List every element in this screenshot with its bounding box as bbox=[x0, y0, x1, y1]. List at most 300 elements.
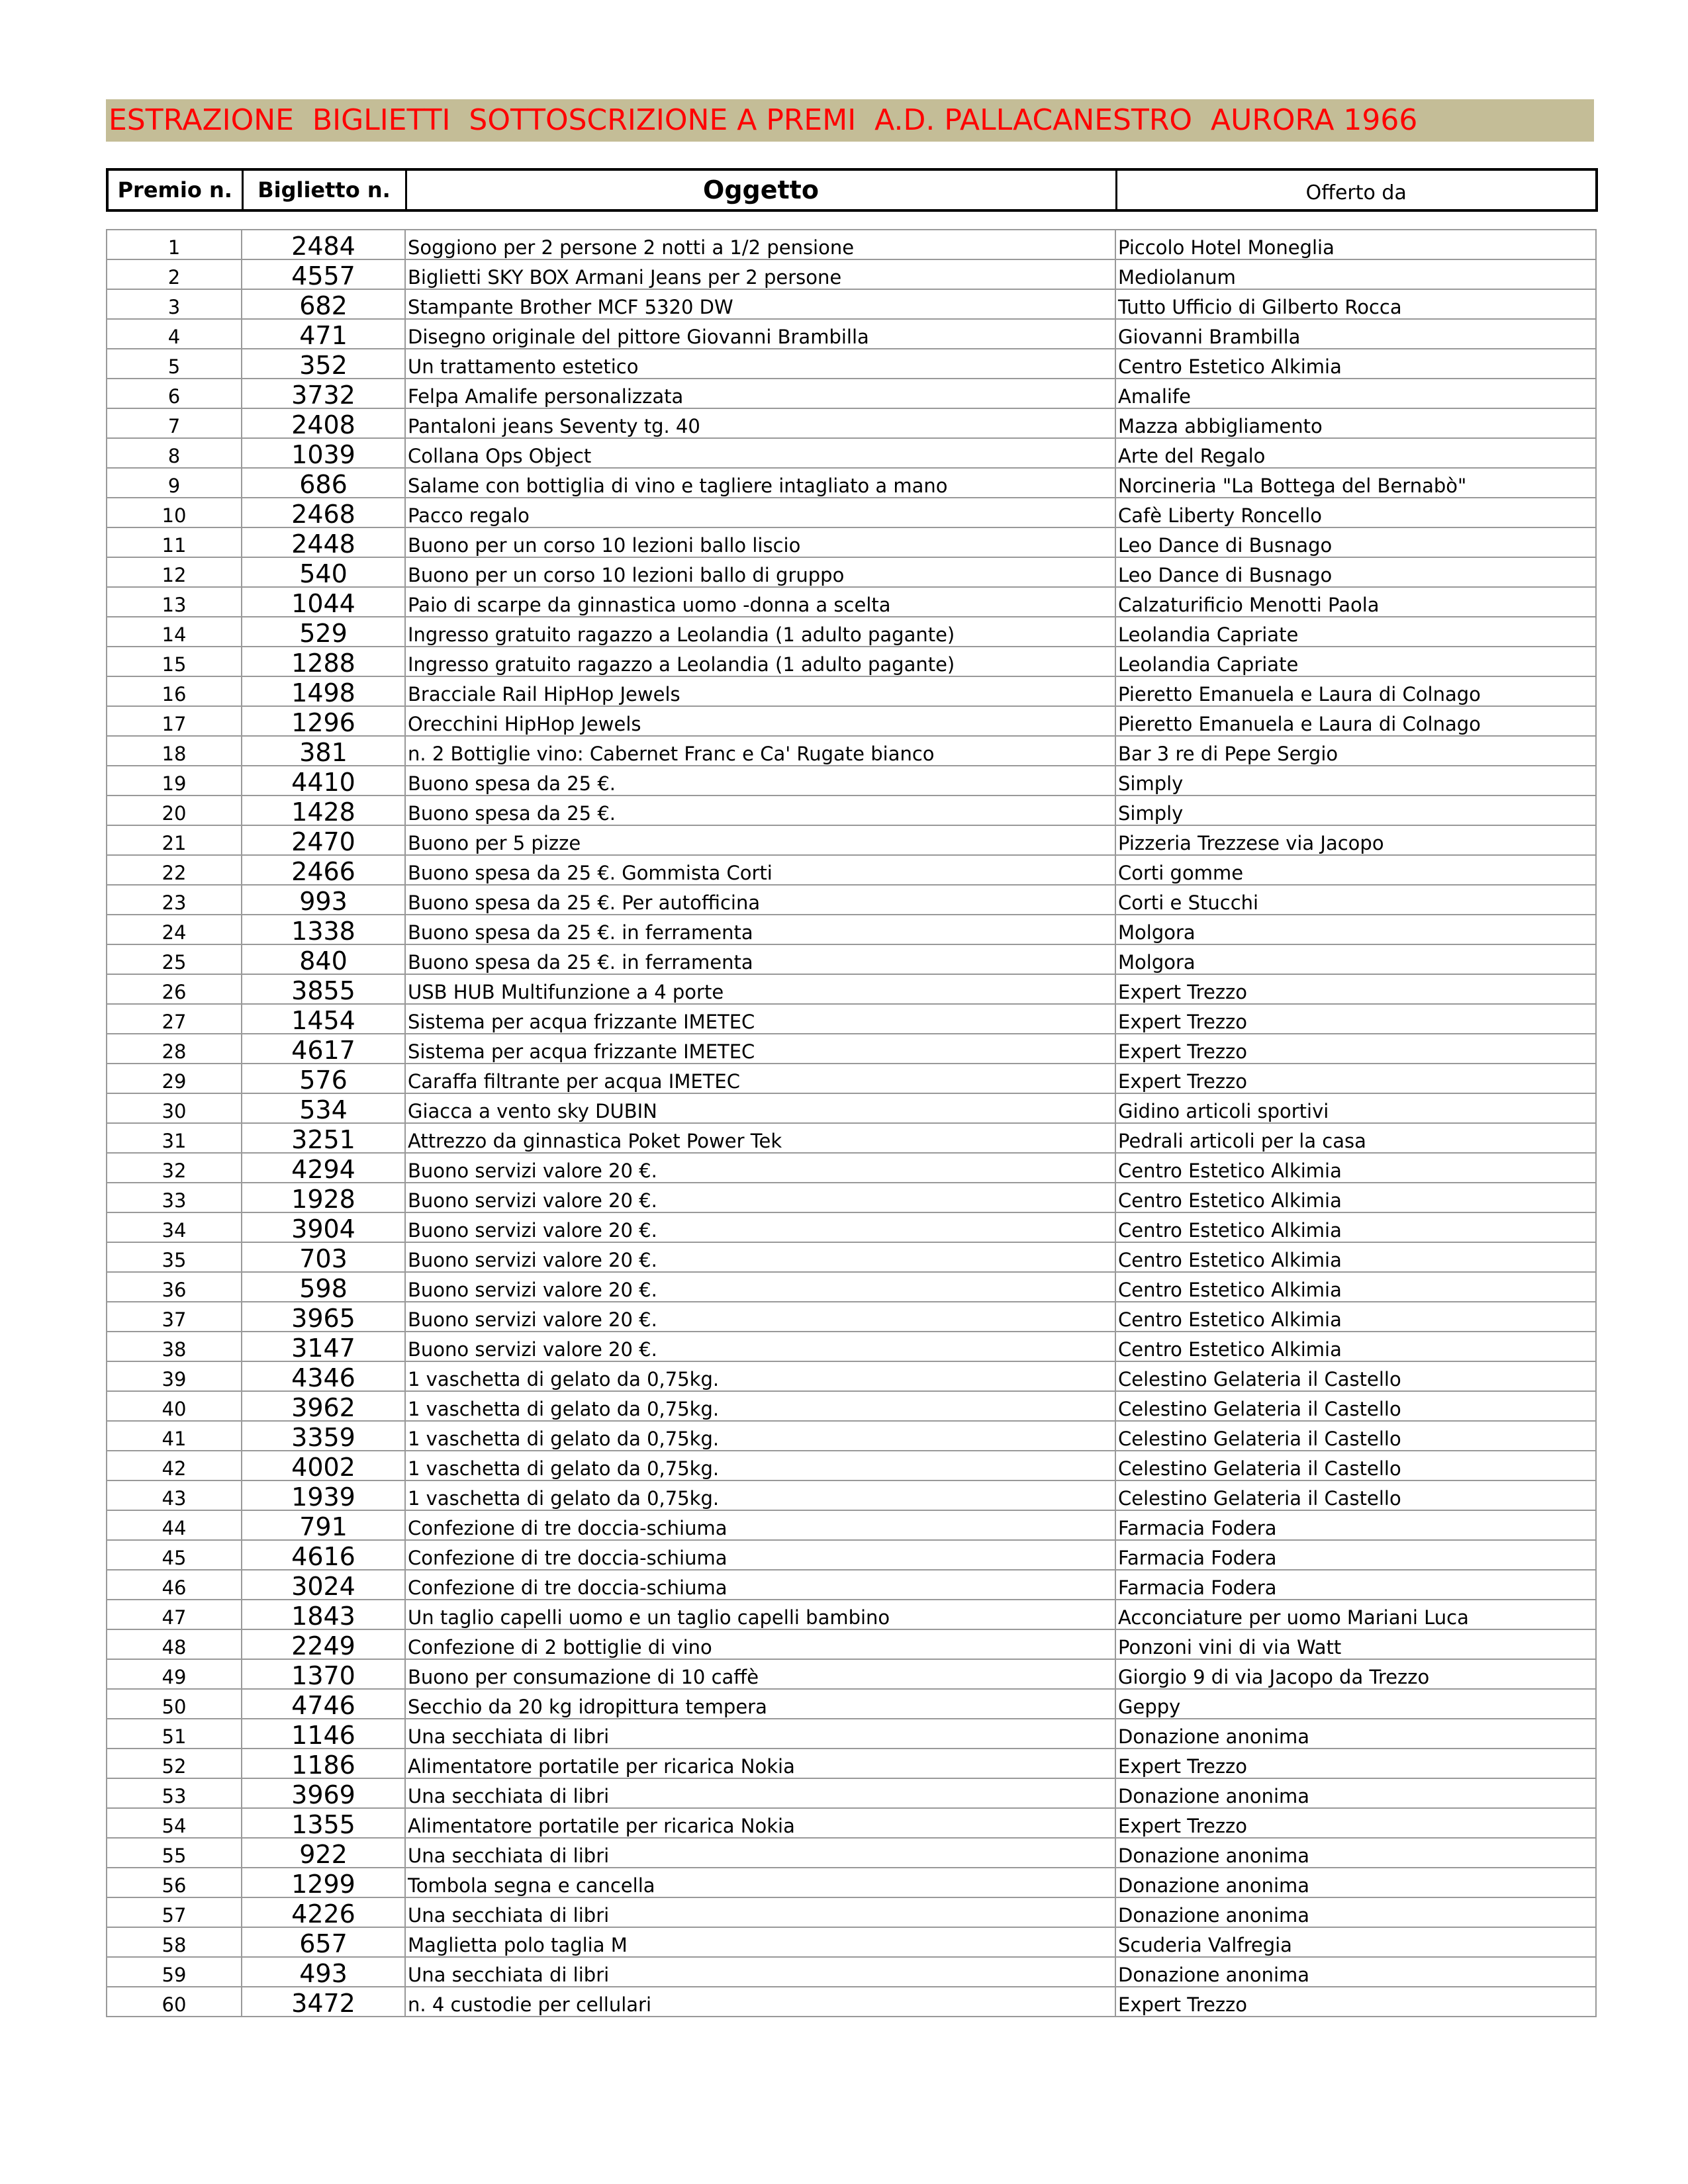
cell-oggetto: Buono spesa da 25 €. bbox=[405, 796, 1115, 825]
cell-oggetto: Disegno originale del pittore Giovanni Brambilla bbox=[405, 319, 1115, 349]
cell-oggetto: n. 2 Bottiglie vino: Cabernet Franc e Ca' Rugate bianco bbox=[405, 736, 1115, 766]
table-row bbox=[107, 1451, 1596, 1480]
cell-premio: 31 bbox=[107, 1123, 242, 1153]
cell-premio: 45 bbox=[107, 1540, 242, 1570]
cell-premio: 10 bbox=[107, 498, 242, 527]
cell-biglietto: 840 bbox=[242, 944, 405, 974]
cell-biglietto: 3147 bbox=[242, 1332, 405, 1361]
cell-biglietto: 3251 bbox=[242, 1123, 405, 1153]
table-row bbox=[107, 1659, 1596, 1689]
cell-premio: 18 bbox=[107, 736, 242, 766]
cell-premio: 42 bbox=[107, 1451, 242, 1480]
cell-offerto: Centro Estetico Alkimia bbox=[1115, 1242, 1596, 1272]
cell-offerto: Acconciature per uomo Mariani Luca bbox=[1115, 1600, 1596, 1629]
cell-premio: 1 bbox=[107, 230, 242, 259]
cell-oggetto: Orecchini HipHop Jewels bbox=[405, 706, 1115, 736]
cell-biglietto: 4226 bbox=[242, 1897, 405, 1927]
cell-premio: 5 bbox=[107, 349, 242, 379]
table-row bbox=[107, 855, 1596, 885]
cell-biglietto: 471 bbox=[242, 319, 405, 349]
cell-biglietto: 2249 bbox=[242, 1629, 405, 1659]
cell-oggetto: 1 vaschetta di gelato da 0,75kg. bbox=[405, 1451, 1115, 1480]
cell-premio: 53 bbox=[107, 1778, 242, 1808]
table-row bbox=[107, 1064, 1596, 1093]
cell-biglietto: 3969 bbox=[242, 1778, 405, 1808]
table-row bbox=[107, 1004, 1596, 1034]
cell-premio: 38 bbox=[107, 1332, 242, 1361]
cell-premio: 28 bbox=[107, 1034, 242, 1064]
table-row bbox=[107, 438, 1596, 468]
cell-oggetto: Buono per consumazione di 10 caffè bbox=[405, 1659, 1115, 1689]
cell-premio: 7 bbox=[107, 408, 242, 438]
cell-oggetto: Buono per 5 pizze bbox=[405, 825, 1115, 855]
cell-biglietto: 2466 bbox=[242, 855, 405, 885]
cell-premio: 9 bbox=[107, 468, 242, 498]
cell-premio: 27 bbox=[107, 1004, 242, 1034]
cell-biglietto: 3962 bbox=[242, 1391, 405, 1421]
table-row bbox=[107, 944, 1596, 974]
cell-premio: 48 bbox=[107, 1629, 242, 1659]
cell-offerto: Donazione anonima bbox=[1115, 1957, 1596, 1987]
cell-premio: 26 bbox=[107, 974, 242, 1004]
column-header-table bbox=[106, 168, 1598, 212]
cell-offerto: Gidino articoli sportivi bbox=[1115, 1093, 1596, 1123]
header-offerto: Offerto da bbox=[1116, 169, 1597, 210]
table-row bbox=[107, 1987, 1596, 2017]
cell-biglietto: 3965 bbox=[242, 1302, 405, 1332]
cell-premio: 32 bbox=[107, 1153, 242, 1183]
cell-biglietto: 3904 bbox=[242, 1212, 405, 1242]
cell-biglietto: 2470 bbox=[242, 825, 405, 855]
cell-offerto: Expert Trezzo bbox=[1115, 1064, 1596, 1093]
cell-offerto: Celestino Gelateria il Castello bbox=[1115, 1421, 1596, 1451]
table-row bbox=[107, 468, 1596, 498]
cell-premio: 60 bbox=[107, 1987, 242, 2017]
table-row bbox=[107, 1391, 1596, 1421]
cell-biglietto: 534 bbox=[242, 1093, 405, 1123]
cell-biglietto: 1296 bbox=[242, 706, 405, 736]
cell-premio: 4 bbox=[107, 319, 242, 349]
table-row bbox=[107, 1153, 1596, 1183]
cell-offerto: Simply bbox=[1115, 766, 1596, 796]
table-row bbox=[107, 1600, 1596, 1629]
cell-oggetto: Una secchiata di libri bbox=[405, 1897, 1115, 1927]
table-row bbox=[107, 736, 1596, 766]
table-row bbox=[107, 1957, 1596, 1987]
cell-oggetto: Ingresso gratuito ragazzo a Leolandia (1 adulto pagante) bbox=[405, 647, 1115, 676]
cell-offerto: Expert Trezzo bbox=[1115, 1749, 1596, 1778]
table-row bbox=[107, 1510, 1596, 1540]
cell-premio: 52 bbox=[107, 1749, 242, 1778]
table-row bbox=[107, 1480, 1596, 1510]
cell-biglietto: 529 bbox=[242, 617, 405, 647]
cell-premio: 30 bbox=[107, 1093, 242, 1123]
cell-premio: 24 bbox=[107, 915, 242, 944]
cell-oggetto: Buono per un corso 10 lezioni ballo di gruppo bbox=[405, 557, 1115, 587]
cell-offerto: Molgora bbox=[1115, 915, 1596, 944]
cell-biglietto: 3359 bbox=[242, 1421, 405, 1451]
table-row bbox=[107, 1212, 1596, 1242]
cell-oggetto: Confezione di 2 bottiglie di vino bbox=[405, 1629, 1115, 1659]
cell-offerto: Farmacia Fodera bbox=[1115, 1570, 1596, 1600]
cell-offerto: Centro Estetico Alkimia bbox=[1115, 1212, 1596, 1242]
cell-offerto: Pedrali articoli per la casa bbox=[1115, 1123, 1596, 1153]
table-row bbox=[107, 1749, 1596, 1778]
cell-offerto: Leo Dance di Busnago bbox=[1115, 557, 1596, 587]
cell-offerto: Centro Estetico Alkimia bbox=[1115, 1332, 1596, 1361]
cell-offerto: Farmacia Fodera bbox=[1115, 1540, 1596, 1570]
cell-offerto: Donazione anonima bbox=[1115, 1868, 1596, 1897]
cell-oggetto: Buono servizi valore 20 €. bbox=[405, 1242, 1115, 1272]
cell-offerto: Donazione anonima bbox=[1115, 1897, 1596, 1927]
table-row bbox=[107, 557, 1596, 587]
cell-premio: 33 bbox=[107, 1183, 242, 1212]
table-row bbox=[107, 1719, 1596, 1749]
prize-table-body bbox=[107, 230, 1596, 2017]
cell-oggetto: Buono per un corso 10 lezioni ballo liscio bbox=[405, 527, 1115, 557]
cell-biglietto: 1288 bbox=[242, 647, 405, 676]
table-row bbox=[107, 1629, 1596, 1659]
table-row bbox=[107, 230, 1596, 259]
cell-biglietto: 791 bbox=[242, 1510, 405, 1540]
cell-oggetto: Buono spesa da 25 €. Gommista Corti bbox=[405, 855, 1115, 885]
cell-biglietto: 4616 bbox=[242, 1540, 405, 1570]
cell-oggetto: Buono spesa da 25 €. in ferramenta bbox=[405, 915, 1115, 944]
cell-biglietto: 1186 bbox=[242, 1749, 405, 1778]
cell-biglietto: 1843 bbox=[242, 1600, 405, 1629]
cell-biglietto: 1039 bbox=[242, 438, 405, 468]
cell-oggetto: 1 vaschetta di gelato da 0,75kg. bbox=[405, 1480, 1115, 1510]
cell-offerto: Expert Trezzo bbox=[1115, 1034, 1596, 1064]
cell-offerto: Leolandia Capriate bbox=[1115, 617, 1596, 647]
cell-premio: 54 bbox=[107, 1808, 242, 1838]
table-row bbox=[107, 1034, 1596, 1064]
cell-premio: 51 bbox=[107, 1719, 242, 1749]
cell-biglietto: 1338 bbox=[242, 915, 405, 944]
cell-biglietto: 598 bbox=[242, 1272, 405, 1302]
cell-oggetto: Pacco regalo bbox=[405, 498, 1115, 527]
cell-premio: 55 bbox=[107, 1838, 242, 1868]
cell-offerto: Bar 3 re di Pepe Sergio bbox=[1115, 736, 1596, 766]
cell-biglietto: 4346 bbox=[242, 1361, 405, 1391]
cell-offerto: Corti e Stucchi bbox=[1115, 885, 1596, 915]
cell-offerto: Expert Trezzo bbox=[1115, 974, 1596, 1004]
cell-offerto: Centro Estetico Alkimia bbox=[1115, 1302, 1596, 1332]
cell-premio: 43 bbox=[107, 1480, 242, 1510]
cell-biglietto: 1454 bbox=[242, 1004, 405, 1034]
prize-table bbox=[106, 229, 1597, 2017]
cell-premio: 8 bbox=[107, 438, 242, 468]
cell-offerto: Giovanni Brambilla bbox=[1115, 319, 1596, 349]
cell-biglietto: 352 bbox=[242, 349, 405, 379]
cell-offerto: Celestino Gelateria il Castello bbox=[1115, 1451, 1596, 1480]
cell-biglietto: 1044 bbox=[242, 587, 405, 617]
table-row bbox=[107, 498, 1596, 527]
cell-oggetto: Stampante Brother MCF 5320 DW bbox=[405, 289, 1115, 319]
cell-biglietto: 993 bbox=[242, 885, 405, 915]
cell-offerto: Donazione anonima bbox=[1115, 1719, 1596, 1749]
table-row bbox=[107, 1093, 1596, 1123]
table-row bbox=[107, 289, 1596, 319]
cell-oggetto: Una secchiata di libri bbox=[405, 1838, 1115, 1868]
cell-oggetto: Felpa Amalife personalizzata bbox=[405, 379, 1115, 408]
cell-oggetto: 1 vaschetta di gelato da 0,75kg. bbox=[405, 1361, 1115, 1391]
cell-premio: 22 bbox=[107, 855, 242, 885]
cell-biglietto: 703 bbox=[242, 1242, 405, 1272]
cell-oggetto: Buono servizi valore 20 €. bbox=[405, 1153, 1115, 1183]
cell-offerto: Amalife bbox=[1115, 379, 1596, 408]
cell-premio: 49 bbox=[107, 1659, 242, 1689]
cell-oggetto: Alimentatore portatile per ricarica Nokia bbox=[405, 1749, 1115, 1778]
cell-oggetto: Paio di scarpe da ginnastica uomo -donna a scelta bbox=[405, 587, 1115, 617]
title-band bbox=[106, 99, 1594, 142]
cell-oggetto: 1 vaschetta di gelato da 0,75kg. bbox=[405, 1391, 1115, 1421]
cell-oggetto: Una secchiata di libri bbox=[405, 1957, 1115, 1987]
cell-offerto: Pizzeria Trezzese via Jacopo bbox=[1115, 825, 1596, 855]
table-row bbox=[107, 974, 1596, 1004]
cell-oggetto: Tombola segna e cancella bbox=[405, 1868, 1115, 1897]
cell-offerto: Norcineria "La Bottega del Bernabò" bbox=[1115, 468, 1596, 498]
cell-premio: 3 bbox=[107, 289, 242, 319]
cell-offerto: Centro Estetico Alkimia bbox=[1115, 1272, 1596, 1302]
cell-premio: 21 bbox=[107, 825, 242, 855]
table-row bbox=[107, 825, 1596, 855]
cell-offerto: Tutto Ufficio di Gilberto Rocca bbox=[1115, 289, 1596, 319]
cell-offerto: Scuderia Valfregia bbox=[1115, 1927, 1596, 1957]
cell-offerto: Donazione anonima bbox=[1115, 1778, 1596, 1808]
cell-biglietto: 1355 bbox=[242, 1808, 405, 1838]
cell-offerto: Centro Estetico Alkimia bbox=[1115, 1183, 1596, 1212]
table-row bbox=[107, 617, 1596, 647]
table-row bbox=[107, 1361, 1596, 1391]
cell-biglietto: 2448 bbox=[242, 527, 405, 557]
table-row bbox=[107, 647, 1596, 676]
cell-biglietto: 657 bbox=[242, 1927, 405, 1957]
cell-biglietto: 4557 bbox=[242, 259, 405, 289]
cell-biglietto: 2484 bbox=[242, 230, 405, 259]
table-row bbox=[107, 1808, 1596, 1838]
cell-biglietto: 4746 bbox=[242, 1689, 405, 1719]
table-row bbox=[107, 1242, 1596, 1272]
cell-oggetto: Un trattamento estetico bbox=[405, 349, 1115, 379]
cell-oggetto: n. 4 custodie per cellulari bbox=[405, 1987, 1115, 2017]
cell-oggetto: Una secchiata di libri bbox=[405, 1719, 1115, 1749]
table-row bbox=[107, 319, 1596, 349]
cell-premio: 35 bbox=[107, 1242, 242, 1272]
cell-biglietto: 922 bbox=[242, 1838, 405, 1868]
cell-biglietto: 576 bbox=[242, 1064, 405, 1093]
cell-oggetto: Buono servizi valore 20 €. bbox=[405, 1332, 1115, 1361]
table-row bbox=[107, 796, 1596, 825]
table-row bbox=[107, 527, 1596, 557]
cell-premio: 37 bbox=[107, 1302, 242, 1332]
table-row bbox=[107, 1570, 1596, 1600]
cell-oggetto: Soggiono per 2 persone 2 notti a 1/2 pensione bbox=[405, 230, 1115, 259]
cell-offerto: Leolandia Capriate bbox=[1115, 647, 1596, 676]
table-row bbox=[107, 349, 1596, 379]
cell-biglietto: 4617 bbox=[242, 1034, 405, 1064]
cell-offerto: Corti gomme bbox=[1115, 855, 1596, 885]
cell-offerto: Pieretto Emanuela e Laura di Colnago bbox=[1115, 676, 1596, 706]
cell-biglietto: 3855 bbox=[242, 974, 405, 1004]
cell-oggetto: Attrezzo da ginnastica Poket Power Tek bbox=[405, 1123, 1115, 1153]
table-row bbox=[107, 1838, 1596, 1868]
cell-biglietto: 686 bbox=[242, 468, 405, 498]
page-title: ESTRAZIONE BIGLIETTI SOTTOSCRIZIONE A PREMI A.D. PALLACANESTRO AURORA 1966 bbox=[109, 103, 1418, 137]
cell-premio: 59 bbox=[107, 1957, 242, 1987]
cell-biglietto: 1428 bbox=[242, 796, 405, 825]
table-row bbox=[107, 885, 1596, 915]
table-row bbox=[107, 766, 1596, 796]
cell-premio: 34 bbox=[107, 1212, 242, 1242]
cell-oggetto: Buono servizi valore 20 €. bbox=[405, 1212, 1115, 1242]
table-row bbox=[107, 379, 1596, 408]
cell-offerto: Farmacia Fodera bbox=[1115, 1510, 1596, 1540]
cell-premio: 41 bbox=[107, 1421, 242, 1451]
cell-biglietto: 381 bbox=[242, 736, 405, 766]
header-biglietto: Biglietto n. bbox=[242, 169, 406, 210]
cell-oggetto: Secchio da 20 kg idropittura tempera bbox=[405, 1689, 1115, 1719]
cell-offerto: Centro Estetico Alkimia bbox=[1115, 1153, 1596, 1183]
header-oggetto: Oggetto bbox=[406, 169, 1116, 210]
cell-offerto: Arte del Regalo bbox=[1115, 438, 1596, 468]
cell-premio: 50 bbox=[107, 1689, 242, 1719]
table-row bbox=[107, 1897, 1596, 1927]
cell-offerto: Mediolanum bbox=[1115, 259, 1596, 289]
table-row bbox=[107, 1540, 1596, 1570]
cell-offerto: Expert Trezzo bbox=[1115, 1004, 1596, 1034]
cell-oggetto: Giacca a vento sky DUBIN bbox=[405, 1093, 1115, 1123]
cell-oggetto: Alimentatore portatile per ricarica Nokia bbox=[405, 1808, 1115, 1838]
cell-offerto: Simply bbox=[1115, 796, 1596, 825]
cell-premio: 23 bbox=[107, 885, 242, 915]
cell-offerto: Molgora bbox=[1115, 944, 1596, 974]
table-row bbox=[107, 1868, 1596, 1897]
cell-oggetto: Una secchiata di libri bbox=[405, 1778, 1115, 1808]
cell-premio: 39 bbox=[107, 1361, 242, 1391]
cell-oggetto: Sistema per acqua frizzante IMETEC bbox=[405, 1004, 1115, 1034]
cell-premio: 56 bbox=[107, 1868, 242, 1897]
cell-premio: 17 bbox=[107, 706, 242, 736]
table-row bbox=[107, 676, 1596, 706]
cell-premio: 2 bbox=[107, 259, 242, 289]
cell-offerto: Centro Estetico Alkimia bbox=[1115, 349, 1596, 379]
cell-oggetto: Caraffa filtrante per acqua IMETEC bbox=[405, 1064, 1115, 1093]
cell-oggetto: Collana Ops Object bbox=[405, 438, 1115, 468]
table-row bbox=[107, 1778, 1596, 1808]
table-row bbox=[107, 1123, 1596, 1153]
cell-premio: 40 bbox=[107, 1391, 242, 1421]
cell-oggetto: Biglietti SKY BOX Armani Jeans per 2 persone bbox=[405, 259, 1115, 289]
cell-offerto: Geppy bbox=[1115, 1689, 1596, 1719]
cell-biglietto: 3024 bbox=[242, 1570, 405, 1600]
table-row bbox=[107, 1689, 1596, 1719]
cell-biglietto: 2408 bbox=[242, 408, 405, 438]
cell-oggetto: Buono spesa da 25 €. bbox=[405, 766, 1115, 796]
cell-premio: 19 bbox=[107, 766, 242, 796]
cell-biglietto: 2468 bbox=[242, 498, 405, 527]
table-row bbox=[107, 1332, 1596, 1361]
table-row bbox=[107, 259, 1596, 289]
cell-offerto: Cafè Liberty Roncello bbox=[1115, 498, 1596, 527]
cell-premio: 15 bbox=[107, 647, 242, 676]
cell-offerto: Piccolo Hotel Moneglia bbox=[1115, 230, 1596, 259]
cell-oggetto: Buono servizi valore 20 €. bbox=[405, 1302, 1115, 1332]
header-premio: Premio n. bbox=[117, 177, 232, 203]
cell-premio: 14 bbox=[107, 617, 242, 647]
cell-biglietto: 1370 bbox=[242, 1659, 405, 1689]
cell-biglietto: 4294 bbox=[242, 1153, 405, 1183]
cell-biglietto: 4002 bbox=[242, 1451, 405, 1480]
table-row bbox=[107, 706, 1596, 736]
cell-biglietto: 493 bbox=[242, 1957, 405, 1987]
cell-premio: 11 bbox=[107, 527, 242, 557]
cell-oggetto: Salame con bottiglia di vino e tagliere intagliato a mano bbox=[405, 468, 1115, 498]
cell-biglietto: 1928 bbox=[242, 1183, 405, 1212]
cell-biglietto: 1939 bbox=[242, 1480, 405, 1510]
cell-offerto: Giorgio 9 di via Jacopo da Trezzo bbox=[1115, 1659, 1596, 1689]
cell-premio: 58 bbox=[107, 1927, 242, 1957]
cell-offerto: Calzaturificio Menotti Paola bbox=[1115, 587, 1596, 617]
cell-premio: 36 bbox=[107, 1272, 242, 1302]
cell-premio: 16 bbox=[107, 676, 242, 706]
cell-premio: 20 bbox=[107, 796, 242, 825]
cell-offerto: Donazione anonima bbox=[1115, 1838, 1596, 1868]
cell-biglietto: 3472 bbox=[242, 1987, 405, 2017]
cell-oggetto: Sistema per acqua frizzante IMETEC bbox=[405, 1034, 1115, 1064]
cell-premio: 12 bbox=[107, 557, 242, 587]
table-row bbox=[107, 1302, 1596, 1332]
cell-offerto: Leo Dance di Busnago bbox=[1115, 527, 1596, 557]
cell-premio: 46 bbox=[107, 1570, 242, 1600]
table-row bbox=[107, 587, 1596, 617]
cell-biglietto: 1498 bbox=[242, 676, 405, 706]
cell-oggetto: Confezione di tre doccia-schiuma bbox=[405, 1570, 1115, 1600]
cell-premio: 13 bbox=[107, 587, 242, 617]
table-row bbox=[107, 915, 1596, 944]
cell-offerto: Celestino Gelateria il Castello bbox=[1115, 1361, 1596, 1391]
cell-premio: 6 bbox=[107, 379, 242, 408]
cell-oggetto: Confezione di tre doccia-schiuma bbox=[405, 1540, 1115, 1570]
cell-premio: 57 bbox=[107, 1897, 242, 1927]
cell-offerto: Ponzoni vini di via Watt bbox=[1115, 1629, 1596, 1659]
cell-oggetto: Buono servizi valore 20 €. bbox=[405, 1183, 1115, 1212]
cell-biglietto: 3732 bbox=[242, 379, 405, 408]
cell-offerto: Celestino Gelateria il Castello bbox=[1115, 1391, 1596, 1421]
cell-oggetto: Buono spesa da 25 €. in ferramenta bbox=[405, 944, 1115, 974]
cell-biglietto: 1299 bbox=[242, 1868, 405, 1897]
cell-offerto: Expert Trezzo bbox=[1115, 1987, 1596, 2017]
table-row bbox=[107, 1927, 1596, 1957]
cell-oggetto: Bracciale Rail HipHop Jewels bbox=[405, 676, 1115, 706]
cell-biglietto: 540 bbox=[242, 557, 405, 587]
cell-oggetto: Maglietta polo taglia M bbox=[405, 1927, 1115, 1957]
cell-oggetto: 1 vaschetta di gelato da 0,75kg. bbox=[405, 1421, 1115, 1451]
cell-offerto: Pieretto Emanuela e Laura di Colnago bbox=[1115, 706, 1596, 736]
table-row bbox=[107, 1272, 1596, 1302]
cell-oggetto: Buono spesa da 25 €. Per autofficina bbox=[405, 885, 1115, 915]
cell-offerto: Expert Trezzo bbox=[1115, 1808, 1596, 1838]
cell-oggetto: USB HUB Multifunzione a 4 porte bbox=[405, 974, 1115, 1004]
cell-oggetto: Confezione di tre doccia-schiuma bbox=[405, 1510, 1115, 1540]
cell-premio: 29 bbox=[107, 1064, 242, 1093]
cell-premio: 25 bbox=[107, 944, 242, 974]
cell-biglietto: 4410 bbox=[242, 766, 405, 796]
cell-oggetto: Pantaloni jeans Seventy tg. 40 bbox=[405, 408, 1115, 438]
table-row bbox=[107, 1183, 1596, 1212]
cell-biglietto: 682 bbox=[242, 289, 405, 319]
cell-offerto: Celestino Gelateria il Castello bbox=[1115, 1480, 1596, 1510]
